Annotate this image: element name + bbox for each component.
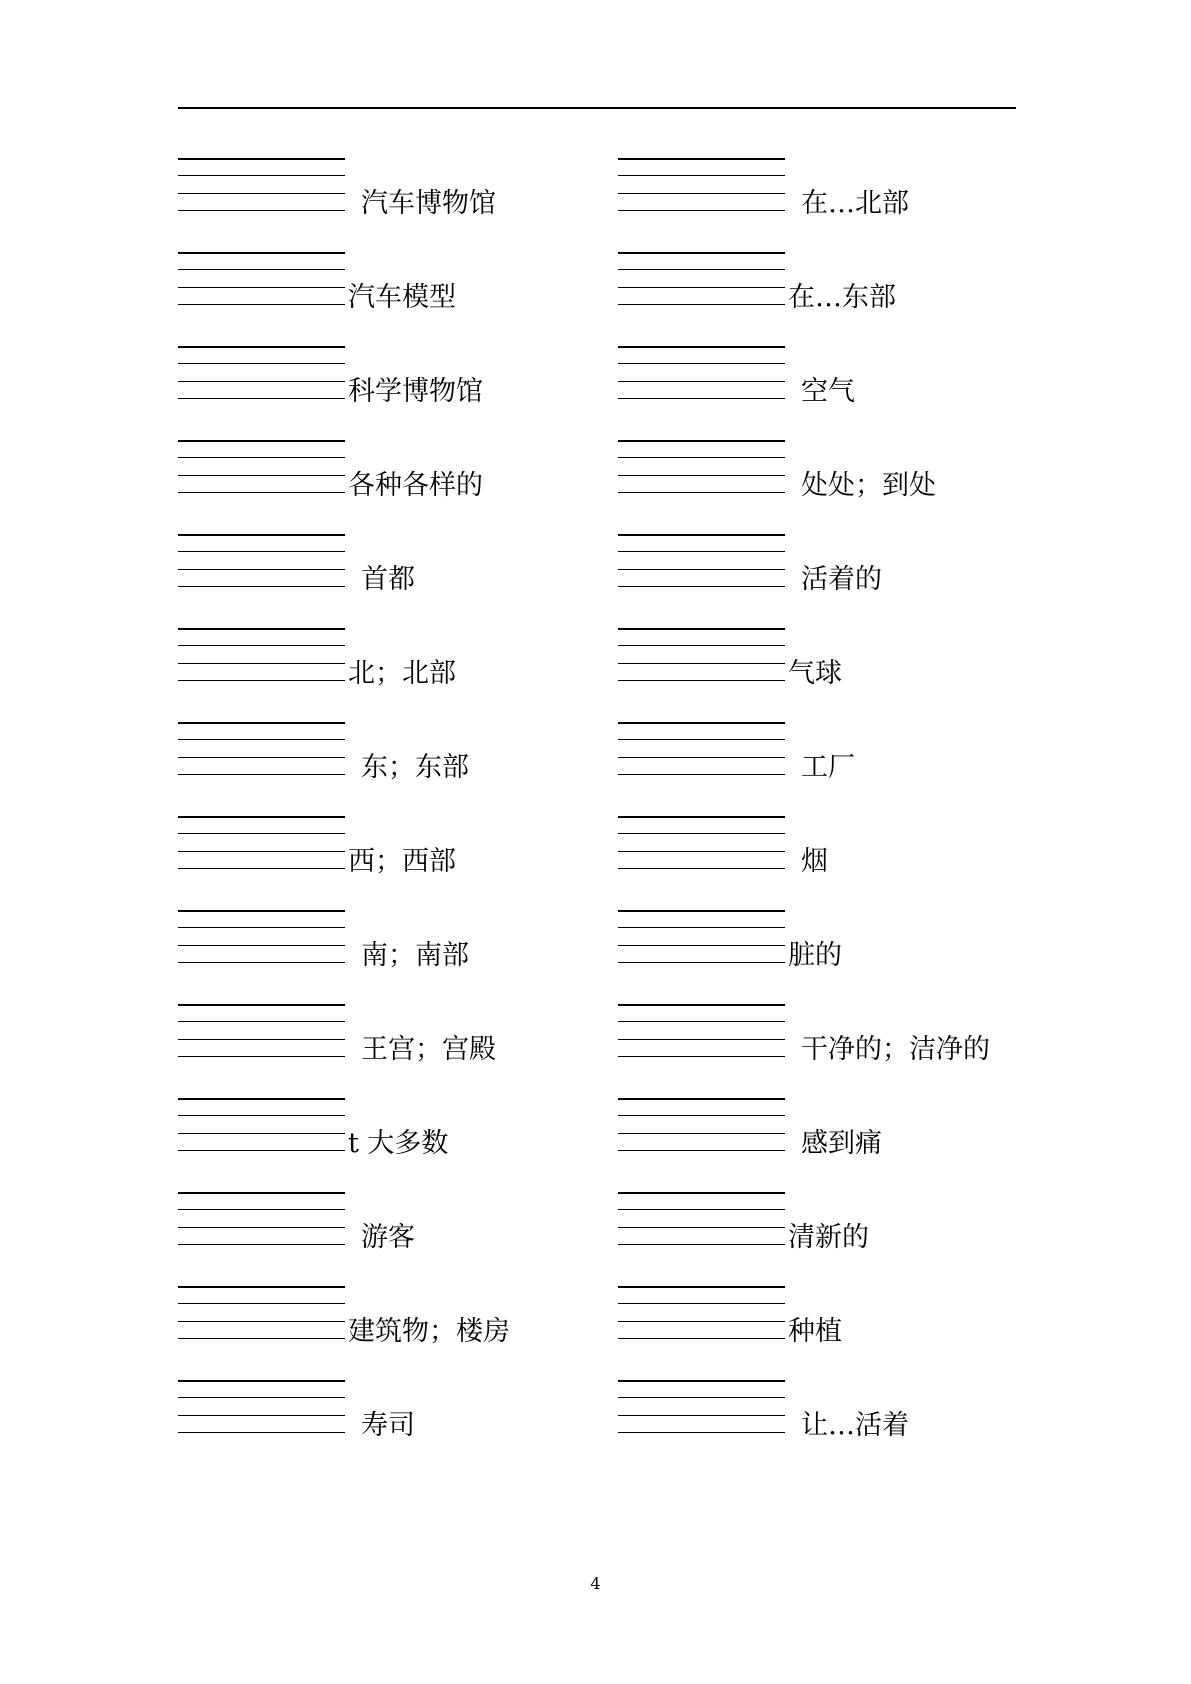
left-vocabulary-column <box>178 158 598 1474</box>
writing-line <box>178 193 345 194</box>
vocab-entry <box>618 1004 1038 1098</box>
vocab-entry <box>178 910 598 1004</box>
vocab-meaning: 西；西部 <box>348 846 456 877</box>
vocab-entry <box>618 440 1038 534</box>
vocab-entry <box>178 722 598 816</box>
writing-line <box>618 158 785 160</box>
writing-line <box>178 722 345 724</box>
writing-line <box>178 158 345 160</box>
vocab-entry <box>178 1286 598 1380</box>
writing-line <box>618 833 785 834</box>
vocab-meaning: 处处；到处 <box>801 470 936 501</box>
answer-blank-lines <box>618 158 785 212</box>
writing-line <box>618 757 785 758</box>
writing-line <box>178 287 345 288</box>
writing-line <box>178 962 345 963</box>
writing-line <box>618 628 785 630</box>
vocab-entry <box>618 1192 1038 1286</box>
writing-line <box>618 1150 785 1151</box>
vocab-meaning: 寿司 <box>361 1410 415 1441</box>
vocab-entry <box>618 1286 1038 1380</box>
answer-blank-lines <box>178 628 345 682</box>
vocab-entry <box>618 346 1038 440</box>
writing-line <box>178 1415 345 1416</box>
writing-line <box>618 1004 785 1006</box>
writing-line <box>178 739 345 740</box>
vocab-meaning: 让…活着 <box>801 1410 909 1441</box>
writing-line <box>178 381 345 382</box>
vocab-meaning: 清新的 <box>788 1222 869 1253</box>
vocab-entry <box>178 1380 598 1474</box>
vocab-entry <box>618 910 1038 1004</box>
writing-line <box>178 1286 345 1288</box>
writing-line <box>178 833 345 834</box>
vocab-entry <box>178 1098 598 1192</box>
answer-blank-lines <box>178 1380 345 1434</box>
header-rule <box>178 107 1016 109</box>
answer-blank-lines <box>178 816 345 870</box>
writing-line <box>618 457 785 458</box>
writing-line <box>618 1056 785 1057</box>
vocab-entry <box>618 722 1038 816</box>
writing-line <box>618 269 785 270</box>
writing-line <box>618 1286 785 1288</box>
writing-line <box>618 1039 785 1040</box>
answer-blank-lines <box>618 722 785 776</box>
writing-line <box>178 346 345 348</box>
writing-line <box>178 252 345 254</box>
vocab-entry <box>618 534 1038 628</box>
answer-blank-lines <box>618 346 785 400</box>
writing-line <box>618 1115 785 1116</box>
writing-line <box>618 398 785 399</box>
writing-line <box>618 440 785 442</box>
writing-line <box>178 1244 345 1245</box>
vocab-entry <box>178 346 598 440</box>
writing-line <box>178 757 345 758</box>
answer-blank-lines <box>178 158 345 212</box>
answer-blank-lines <box>178 722 345 776</box>
writing-line <box>618 1244 785 1245</box>
answer-blank-lines <box>178 1004 345 1058</box>
writing-line <box>618 1192 785 1194</box>
writing-line <box>178 927 345 928</box>
writing-line <box>618 210 785 211</box>
writing-line <box>178 398 345 399</box>
vocab-meaning: 烟 <box>801 846 828 877</box>
vocab-entry <box>178 440 598 534</box>
writing-line <box>618 680 785 681</box>
vocab-meaning: 工厂 <box>801 752 855 783</box>
writing-line <box>618 774 785 775</box>
vocab-meaning: 东；东部 <box>361 752 469 783</box>
writing-line <box>178 1432 345 1433</box>
writing-line <box>178 551 345 552</box>
page-number: 4 <box>590 1574 601 1593</box>
writing-line <box>178 475 345 476</box>
writing-line <box>178 1150 345 1151</box>
answer-blank-lines <box>178 252 345 306</box>
right-vocabulary-column <box>618 158 1038 1474</box>
vocab-entry <box>618 252 1038 346</box>
writing-line <box>178 1004 345 1006</box>
writing-line <box>178 363 345 364</box>
writing-line <box>178 680 345 681</box>
vocab-meaning: 北；北部 <box>348 658 456 689</box>
writing-line <box>618 381 785 382</box>
vocab-meaning: 在…北部 <box>801 188 909 219</box>
writing-line <box>618 363 785 364</box>
answer-blank-lines <box>178 534 345 588</box>
vocab-meaning: 科学博物馆 <box>348 376 483 407</box>
answer-blank-lines <box>178 440 345 494</box>
answer-blank-lines <box>178 346 345 400</box>
writing-line <box>618 287 785 288</box>
writing-line <box>618 1338 785 1339</box>
writing-line <box>618 1397 785 1398</box>
writing-line <box>178 1133 345 1134</box>
writing-line <box>178 1321 345 1322</box>
writing-line <box>618 534 785 536</box>
writing-line <box>618 663 785 664</box>
vocab-entry <box>618 1098 1038 1192</box>
writing-line <box>178 628 345 630</box>
writing-line <box>618 1432 785 1433</box>
writing-line <box>618 868 785 869</box>
vocab-meaning: t 大多数 <box>348 1128 449 1159</box>
vocab-entry <box>618 158 1038 252</box>
writing-line <box>618 1321 785 1322</box>
writing-line <box>618 816 785 818</box>
writing-line <box>618 586 785 587</box>
writing-line <box>618 193 785 194</box>
writing-line <box>618 346 785 348</box>
writing-line <box>618 1209 785 1210</box>
answer-blank-lines <box>178 910 345 964</box>
writing-line <box>178 816 345 818</box>
writing-line <box>178 1115 345 1116</box>
answer-blank-lines <box>618 1004 785 1058</box>
writing-line <box>618 569 785 570</box>
writing-line <box>618 1303 785 1304</box>
answer-blank-lines <box>618 534 785 588</box>
writing-line <box>178 1209 345 1210</box>
writing-line <box>178 586 345 587</box>
writing-line <box>618 1227 785 1228</box>
answer-blank-lines <box>618 1286 785 1340</box>
writing-line <box>178 1227 345 1228</box>
answer-blank-lines <box>178 1286 345 1340</box>
vocab-meaning: 汽车模型 <box>348 282 456 313</box>
writing-line <box>178 269 345 270</box>
writing-line <box>178 1056 345 1057</box>
vocab-entry <box>178 628 598 722</box>
answer-blank-lines <box>618 910 785 964</box>
vocab-entry <box>178 1192 598 1286</box>
vocab-entry <box>178 1004 598 1098</box>
writing-line <box>178 1397 345 1398</box>
writing-line <box>178 945 345 946</box>
vocab-meaning: 建筑物；楼房 <box>348 1316 510 1347</box>
writing-line <box>178 1338 345 1339</box>
writing-line <box>178 304 345 305</box>
vocab-meaning: 各种各样的 <box>348 470 483 501</box>
writing-line <box>178 1192 345 1194</box>
writing-line <box>178 1021 345 1022</box>
writing-line <box>178 440 345 442</box>
writing-line <box>618 1098 785 1100</box>
vocab-entry <box>178 158 598 252</box>
writing-line <box>178 645 345 646</box>
writing-line <box>618 551 785 552</box>
writing-line <box>618 910 785 912</box>
writing-line <box>178 910 345 912</box>
vocab-meaning: 游客 <box>361 1222 415 1253</box>
writing-line <box>618 252 785 254</box>
vocab-meaning: 气球 <box>788 658 842 689</box>
writing-line <box>178 175 345 176</box>
vocab-entry <box>618 628 1038 722</box>
writing-line <box>618 1021 785 1022</box>
writing-line <box>618 475 785 476</box>
writing-line <box>178 569 345 570</box>
vocab-meaning: 脏的 <box>788 940 842 971</box>
writing-line <box>618 739 785 740</box>
vocab-entry <box>178 252 598 346</box>
writing-line <box>178 534 345 536</box>
vocab-meaning: 活着的 <box>801 564 882 595</box>
writing-line <box>178 868 345 869</box>
answer-blank-lines <box>618 628 785 682</box>
vocab-meaning: 种植 <box>788 1316 842 1347</box>
vocab-entry <box>178 816 598 910</box>
writing-line <box>178 1039 345 1040</box>
vocab-meaning: 南；南部 <box>361 940 469 971</box>
answer-blank-lines <box>618 816 785 870</box>
answer-blank-lines <box>618 440 785 494</box>
vocab-meaning: 首都 <box>361 564 415 595</box>
answer-blank-lines <box>178 1192 345 1246</box>
writing-line <box>618 645 785 646</box>
writing-line <box>618 722 785 724</box>
writing-line <box>618 962 785 963</box>
writing-line <box>178 1380 345 1382</box>
vocab-meaning: 感到痛 <box>801 1128 882 1159</box>
vocab-meaning: 干净的；洁净的 <box>801 1034 990 1065</box>
writing-line <box>618 927 785 928</box>
writing-line <box>178 1303 345 1304</box>
answer-blank-lines <box>618 1380 785 1434</box>
vocab-meaning: 在…东部 <box>788 282 896 313</box>
writing-line <box>178 492 345 493</box>
writing-line <box>178 457 345 458</box>
writing-line <box>178 1098 345 1100</box>
vocab-meaning: 汽车博物馆 <box>361 188 496 219</box>
vocab-entry <box>178 534 598 628</box>
writing-line <box>618 1133 785 1134</box>
writing-line <box>618 945 785 946</box>
writing-line <box>618 492 785 493</box>
answer-blank-lines <box>178 1098 345 1152</box>
writing-line <box>618 1380 785 1382</box>
writing-line <box>178 210 345 211</box>
vocab-entry <box>618 816 1038 910</box>
vocab-meaning: 空气 <box>801 376 855 407</box>
vocab-meaning: 王宫；宫殿 <box>361 1034 496 1065</box>
writing-line <box>618 175 785 176</box>
writing-line <box>178 851 345 852</box>
vocab-entry <box>618 1380 1038 1474</box>
writing-line <box>618 1415 785 1416</box>
writing-line <box>618 851 785 852</box>
answer-blank-lines <box>618 252 785 306</box>
writing-line <box>178 774 345 775</box>
writing-line <box>618 304 785 305</box>
writing-line <box>178 663 345 664</box>
answer-blank-lines <box>618 1098 785 1152</box>
answer-blank-lines <box>618 1192 785 1246</box>
